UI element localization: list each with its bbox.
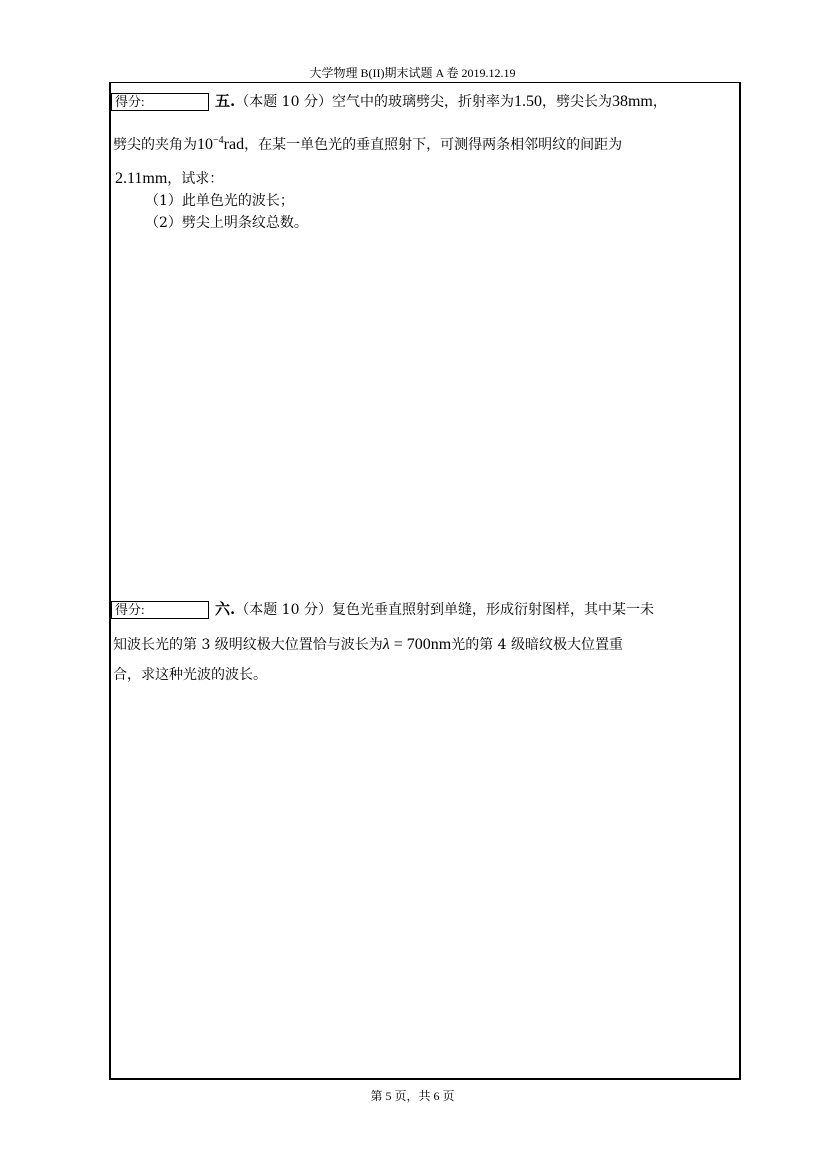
q5-angle-exponent: −4 — [213, 135, 224, 146]
q5-text-2b: ，在某一单色光的垂直照射下，可测得两条相邻明纹的间距为 — [244, 137, 623, 153]
q5-subquestion-1: （1）此单色光的波长； — [145, 193, 294, 209]
page-header: 大学物理 B(II)期末试题 A 卷 2019.12.19 — [309, 66, 516, 80]
q5-angle-unit: rad — [223, 136, 245, 153]
q6-line-3: 合，求这种光波的波长。 — [113, 667, 267, 683]
q5-refractive-index: 1.50 — [513, 93, 542, 110]
q5-text-3b: ，试求： — [167, 171, 224, 187]
exam-frame — [109, 82, 741, 1080]
q5-text-1a: （本题 10 分）空气中的玻璃劈尖，折射率为 — [235, 94, 514, 110]
q6-text-2b: 光的第 4 级暗纹极大位置重 — [451, 637, 624, 653]
q6-equals: = — [389, 636, 407, 653]
q5-text-1c: ， — [652, 94, 667, 110]
q5-line-2 — [113, 131, 622, 155]
q5-line-3 — [115, 169, 223, 189]
q5-line-1 — [115, 91, 667, 112]
q6-number: 六. — [215, 600, 236, 618]
page-footer: 第 5 页，共 6 页 — [370, 1089, 455, 1103]
q5-score-box[interactable]: 得分: — [111, 93, 209, 111]
q5-subquestion-2: （2）劈尖上明条纹总数。 — [145, 215, 308, 231]
q5-number: 五. — [215, 92, 236, 110]
q5-text-1b: ，劈尖长为 — [541, 94, 612, 110]
q5-angle-base: 10 — [197, 136, 213, 153]
q6-score-box[interactable]: 得分: — [111, 601, 209, 619]
q6-line-1 — [115, 599, 654, 620]
q5-text-2a: 劈尖的夹角为 — [113, 137, 197, 153]
q6-lambda-symbol: λ — [382, 636, 390, 653]
q5-fringe-spacing: 2.11mm — [115, 170, 168, 187]
q6-text-1: （本题 10 分）复色光垂直照射到单缝，形成衍射图样，其中某一未 — [235, 602, 654, 618]
q5-wedge-length: 38mm — [611, 93, 653, 110]
q6-text-2a: 知波长光的第 3 级明纹极大位置恰与波长为 — [113, 637, 383, 653]
q6-line-2 — [113, 635, 623, 655]
q6-wavelength: 700nm — [406, 636, 452, 653]
